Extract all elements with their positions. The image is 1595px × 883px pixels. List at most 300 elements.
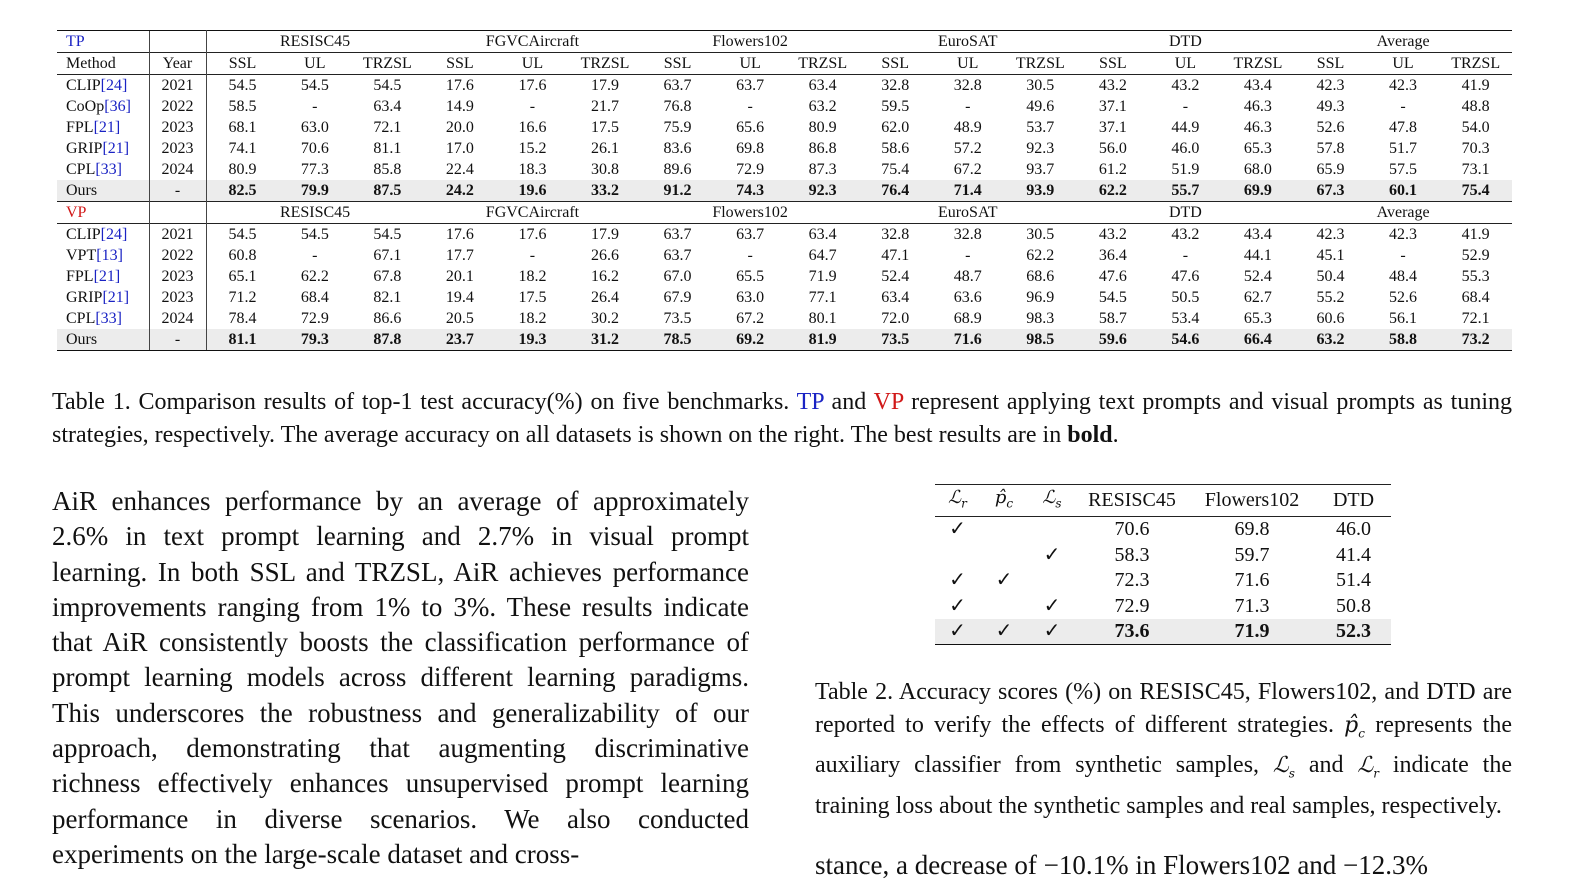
value-cell: 71.3 [1234, 594, 1270, 617]
value-cell: 17.6 [496, 224, 569, 246]
value-cell: 16.6 [518, 118, 547, 136]
dataset-header: DTD [1077, 31, 1295, 53]
citation-link[interactable]: [21] [102, 139, 130, 157]
value-cell: 55.2 [1316, 288, 1345, 306]
value-cell: 93.7 [1026, 160, 1055, 178]
value-cell: 53.4 [1171, 309, 1200, 327]
value-cell: 26.4 [591, 288, 619, 306]
ablation-header-row [935, 485, 1391, 517]
value-cell: - [965, 97, 971, 115]
table-row [57, 138, 1512, 159]
value-cell: 71.6 [1234, 569, 1270, 592]
dataset-header: Flowers102 [641, 202, 859, 224]
table-row [57, 308, 1512, 329]
value-cell: 58.6 [881, 139, 910, 157]
value-cell: 62.2 [1077, 180, 1150, 202]
citation-link[interactable]: [33] [95, 160, 122, 178]
value-cell: 54.5 [351, 224, 424, 246]
value-cell: 81.1 [373, 139, 402, 157]
value-cell: 79.9 [279, 180, 352, 202]
checkmark-cell [980, 516, 1028, 542]
value-cell: 42.3 [1367, 224, 1440, 246]
value-cell: 63.7 [663, 246, 692, 264]
value-cell: 73.6 [1076, 619, 1188, 645]
value-cell: 54.5 [206, 224, 279, 246]
value-cell: 81.1 [206, 329, 279, 351]
value-cell: 46.0 [1316, 516, 1391, 542]
value-cell: 87.8 [351, 329, 424, 351]
table-row [57, 287, 1512, 308]
value-cell: 70.6 [300, 139, 329, 157]
value-cell: 54.6 [1149, 329, 1222, 351]
value-cell: 93.9 [1004, 180, 1077, 202]
method-name: FPL[21] [66, 118, 121, 136]
checkmark-cell [935, 542, 980, 568]
value-cell: 72.1 [373, 118, 402, 136]
value-cell: 43.2 [1077, 224, 1150, 246]
value-cell: 66.4 [1222, 329, 1295, 351]
value-cell: 52.6 [1389, 288, 1418, 306]
value-cell: 62.0 [881, 118, 910, 136]
value-cell: 48.8 [1461, 97, 1490, 115]
value-cell: 15.2 [518, 139, 547, 157]
value-cell: 24.2 [424, 180, 497, 202]
value-cell: 44.1 [1243, 246, 1272, 264]
value-cell: 63.0 [300, 118, 329, 136]
value-cell: 42.3 [1294, 75, 1367, 97]
method-name: CoOp[36] [66, 97, 131, 115]
value-cell: 61.2 [1098, 160, 1127, 178]
value-cell: 72.9 [736, 160, 765, 178]
value-cell: 65.9 [1316, 160, 1345, 178]
value-cell: 36.4 [1098, 246, 1127, 264]
method-name: CLIP[24] [57, 224, 149, 246]
table-row [57, 96, 1512, 117]
value-cell: 62.2 [300, 267, 329, 285]
aux-classifier-header: $p̂_c$ [980, 485, 1028, 517]
value-cell: 14.9 [445, 97, 474, 115]
subcolumn-header: UL [496, 53, 569, 75]
value-cell: 68.4 [300, 288, 329, 306]
dataset-header: DTD [1077, 202, 1295, 224]
citation-link[interactable]: [36] [104, 97, 131, 115]
loss-synthetic-header: ℒ$_s$ [1028, 485, 1076, 517]
value-cell: 67.3 [1294, 180, 1367, 202]
year-spacer [149, 202, 206, 224]
value-cell: 46.3 [1243, 97, 1272, 115]
value-cell: 82.5 [206, 180, 279, 202]
value-cell: 59.5 [881, 97, 910, 115]
value-cell: 98.3 [1026, 309, 1055, 327]
value-cell: 67.1 [373, 246, 402, 264]
value-cell: 75.9 [663, 118, 692, 136]
value-cell: 32.8 [859, 75, 932, 97]
citation-link[interactable]: [24] [100, 225, 128, 243]
value-cell: 32.8 [859, 224, 932, 246]
value-cell: 17.5 [518, 288, 547, 306]
value-cell: 18.2 [518, 309, 547, 327]
year-cell: - [149, 329, 206, 351]
value-cell: 54.5 [351, 75, 424, 97]
value-cell: 65.6 [736, 118, 765, 136]
col-header: DTD [1316, 485, 1391, 517]
value-cell: 45.1 [1316, 246, 1345, 264]
value-cell: 51.4 [1336, 569, 1371, 592]
subcolumn-header: UL [279, 53, 352, 75]
table-row [935, 542, 1391, 568]
value-cell: 70.3 [1461, 139, 1490, 157]
checkmark-cell [980, 542, 1028, 568]
checkmark-cell: ✓ [949, 569, 966, 592]
value-cell: 43.2 [1077, 75, 1150, 97]
checkmark-cell [980, 593, 1028, 619]
value-cell: - [529, 246, 536, 264]
value-cell: 41.9 [1439, 224, 1512, 246]
value-cell: 20.0 [445, 118, 474, 136]
value-cell: 77.1 [808, 288, 837, 306]
value-cell: 78.4 [228, 309, 257, 327]
value-cell: 51.7 [1389, 139, 1418, 157]
value-cell: 73.1 [1461, 160, 1490, 178]
value-cell: 46.0 [1171, 139, 1200, 157]
value-cell: - [312, 97, 318, 115]
value-cell: 16.2 [591, 267, 619, 285]
value-cell: 22.4 [445, 160, 474, 178]
value-cell: 48.9 [953, 118, 982, 136]
table-row [935, 593, 1391, 619]
value-cell: 18.2 [518, 267, 547, 285]
value-cell: 63.6 [953, 288, 982, 306]
value-cell: 69.9 [1222, 180, 1295, 202]
subcolumn-header: SSL [424, 53, 497, 75]
value-cell: 50.5 [1171, 288, 1200, 306]
value-cell: 47.8 [1389, 118, 1418, 136]
value-cell: 85.8 [373, 160, 402, 178]
value-cell: 30.8 [591, 160, 619, 178]
value-cell: 63.4 [786, 224, 859, 246]
value-cell: 31.2 [569, 329, 642, 351]
subcolumn-header: TRZSL [351, 53, 424, 75]
method-name: CPL[33] [66, 160, 122, 178]
value-cell: - [1400, 246, 1406, 264]
subcolumn-header: SSL [206, 53, 279, 75]
value-cell: 87.5 [351, 180, 424, 202]
value-cell: 80.9 [228, 160, 257, 178]
table-row [57, 245, 1512, 266]
value-cell: 52.4 [1243, 267, 1272, 285]
value-cell: 63.4 [786, 75, 859, 97]
value-cell: 63.2 [1294, 329, 1367, 351]
year-cell: 2022 [149, 96, 206, 117]
value-cell: 59.6 [1077, 329, 1150, 351]
table-row [57, 159, 1512, 180]
value-cell: 54.5 [206, 75, 279, 97]
value-cell: 73.2 [1439, 329, 1512, 351]
value-cell: 17.6 [424, 75, 497, 97]
value-cell: - [1400, 97, 1406, 115]
value-cell: 47.6 [1171, 267, 1200, 285]
value-cell: 63.7 [641, 224, 714, 246]
year-cell: - [149, 180, 206, 202]
value-cell: 54.5 [279, 224, 352, 246]
value-cell: 67.9 [663, 288, 692, 306]
value-cell: 77.3 [300, 160, 329, 178]
value-cell: 86.6 [373, 309, 402, 327]
method-name: Ours [57, 180, 149, 202]
loss-real-header: ℒ$_r$ [935, 485, 980, 517]
value-cell: 19.3 [496, 329, 569, 351]
value-cell: 20.5 [445, 309, 474, 327]
value-cell: 42.3 [1367, 75, 1440, 97]
ours-row [57, 329, 1512, 351]
citation-link[interactable]: [33] [95, 309, 122, 327]
value-cell: 26.1 [591, 139, 619, 157]
value-cell: 67.2 [736, 309, 765, 327]
value-cell: 65.3 [1243, 139, 1272, 157]
dataset-header: Average [1294, 202, 1512, 224]
subcolumn-header: TRZSL [569, 53, 642, 75]
value-cell: 46.3 [1243, 118, 1272, 136]
checkmark-cell: ✓ [1028, 619, 1076, 645]
value-cell: - [529, 97, 536, 115]
value-cell: 76.4 [859, 180, 932, 202]
value-cell: 21.7 [591, 97, 619, 115]
value-cell: 47.1 [881, 246, 910, 264]
value-cell: 58.8 [1367, 329, 1440, 351]
value-cell: 68.9 [953, 309, 982, 327]
value-cell: 89.6 [663, 160, 692, 178]
value-cell: 54.0 [1461, 118, 1490, 136]
value-cell: 76.8 [663, 97, 692, 115]
value-cell: 73.5 [663, 309, 692, 327]
citation-link[interactable]: [21] [93, 267, 121, 285]
value-cell: 65.5 [736, 267, 765, 285]
vp-label: VP [873, 389, 904, 415]
value-cell: 69.2 [714, 329, 787, 351]
year-cell: 2023 [149, 287, 206, 308]
method-name: FPL[21] [66, 267, 121, 285]
value-cell: 75.4 [881, 160, 910, 178]
value-cell: 71.9 [808, 267, 837, 285]
subcolumn-header: UL [714, 53, 787, 75]
value-cell: 72.3 [1114, 569, 1150, 592]
value-cell: 72.9 [300, 309, 329, 327]
value-cell: 30.5 [1004, 75, 1077, 97]
checkmark-cell: ✓ [980, 619, 1028, 645]
year-cell: 2024 [149, 308, 206, 329]
method-name: GRIP[21] [66, 288, 130, 306]
value-cell: 62.2 [1026, 246, 1055, 264]
checkmark-cell: ✓ [935, 516, 980, 542]
value-cell: - [965, 246, 971, 264]
citation-link[interactable]: [13] [96, 246, 123, 264]
subcolumn-header: UL [1367, 53, 1440, 75]
value-cell: 48.7 [953, 267, 982, 285]
value-cell: 37.1 [1098, 97, 1127, 115]
col-header: Flowers102 [1188, 485, 1316, 517]
value-cell: 67.2 [953, 160, 982, 178]
subcolumn-header: TRZSL [786, 53, 859, 75]
value-cell: 53.7 [1026, 118, 1055, 136]
checkmark-cell [1028, 568, 1076, 594]
dataset-header: EuroSAT [859, 31, 1077, 53]
method-header: Method [57, 53, 149, 75]
citation-link[interactable]: [21] [93, 118, 121, 136]
ours-row [57, 180, 1512, 202]
value-cell: 63.7 [641, 75, 714, 97]
checkmark-cell: ✓ [935, 619, 980, 645]
value-cell: 56.1 [1389, 309, 1418, 327]
value-cell: 19.6 [496, 180, 569, 202]
value-cell: 23.7 [424, 329, 497, 351]
year-cell: 2021 [149, 75, 206, 97]
value-cell: 55.7 [1149, 180, 1222, 202]
value-cell: 72.9 [1114, 594, 1150, 617]
value-cell: - [1182, 246, 1189, 264]
value-cell: 41.4 [1336, 543, 1371, 566]
value-cell: 32.8 [931, 224, 1004, 246]
value-cell: - [312, 246, 318, 264]
table-row [57, 117, 1512, 138]
subcolumn-header: SSL [641, 53, 714, 75]
value-cell: 68.4 [1461, 288, 1490, 306]
value-cell: - [1182, 97, 1189, 115]
full-model-row [935, 619, 1391, 645]
value-cell: 87.3 [808, 160, 837, 178]
year-cell: 2021 [149, 224, 206, 246]
value-cell: 98.5 [1004, 329, 1077, 351]
year-header: Year [149, 53, 206, 75]
subcolumn-header: SSL [859, 53, 932, 75]
value-cell: 73.5 [859, 329, 932, 351]
value-cell: 42.3 [1294, 224, 1367, 246]
method-name: VPT[13] [66, 246, 123, 264]
value-cell: 17.0 [445, 139, 474, 157]
subcolumn-header: TRZSL [1004, 53, 1077, 75]
value-cell: 60.8 [228, 246, 257, 264]
value-cell: 91.2 [641, 180, 714, 202]
value-cell: 47.6 [1098, 267, 1127, 285]
value-cell: 58.3 [1114, 543, 1150, 566]
col-header: RESISC45 [1076, 485, 1188, 517]
value-cell: 65.1 [228, 267, 257, 285]
value-cell: - [747, 97, 753, 115]
value-cell: 30.5 [1004, 224, 1077, 246]
value-cell: 67.8 [373, 267, 402, 285]
value-cell: 44.9 [1171, 118, 1200, 136]
value-cell: 48.4 [1389, 267, 1418, 285]
value-cell: 71.6 [931, 329, 1004, 351]
dataset-header-row [57, 31, 1512, 53]
value-cell: 80.1 [808, 309, 837, 327]
value-cell: 54.5 [1098, 288, 1127, 306]
value-cell: 52.6 [1316, 118, 1345, 136]
subcolumn-header: SSL [1077, 53, 1150, 75]
value-cell: 63.0 [736, 288, 765, 306]
prompt-type-label: TP [57, 31, 149, 53]
citation-link[interactable]: [24] [100, 76, 128, 94]
value-cell: 58.7 [1098, 309, 1127, 327]
value-cell: 52.4 [881, 267, 910, 285]
checkmark-cell: ✓ [995, 569, 1013, 592]
value-cell: 72.1 [1461, 309, 1490, 327]
value-cell: 60.1 [1367, 180, 1440, 202]
value-cell: 86.8 [808, 139, 837, 157]
checkmark-cell: ✓ [1043, 594, 1061, 617]
tp-label: TP [796, 389, 824, 415]
dataset-header: Flowers102 [641, 31, 859, 53]
checkmark-cell: ✓ [1043, 543, 1061, 566]
value-cell: 49.3 [1316, 97, 1345, 115]
value-cell: 79.3 [279, 329, 352, 351]
dataset-header: Average [1294, 31, 1512, 53]
value-cell: 71.9 [1188, 619, 1316, 645]
dataset-header: FGVCAircraft [424, 31, 642, 53]
value-cell: 68.6 [1026, 267, 1055, 285]
citation-link[interactable]: [21] [102, 288, 130, 306]
subcolumn-header: UL [1149, 53, 1222, 75]
method-name: Ours [57, 329, 149, 351]
body-paragraph-continued: stance, a decrease of −10.1% in Flowers102 and −12.3% [815, 850, 1429, 880]
value-cell: 63.4 [373, 97, 402, 115]
value-cell: 19.4 [445, 288, 474, 306]
value-cell: 71.2 [228, 288, 257, 306]
year-cell: 2023 [149, 138, 206, 159]
value-cell: 80.9 [808, 118, 837, 136]
value-cell: 62.7 [1243, 288, 1272, 306]
value-cell: 52.9 [1461, 246, 1490, 264]
value-cell: 71.4 [931, 180, 1004, 202]
value-cell: 72.0 [881, 309, 910, 327]
value-cell: 67.0 [663, 267, 692, 285]
dataset-header-row [57, 202, 1512, 224]
value-cell: 82.1 [373, 288, 402, 306]
value-cell: 17.6 [424, 224, 497, 246]
value-cell: 63.4 [881, 288, 910, 306]
value-cell: 55.3 [1461, 267, 1490, 285]
value-cell: 63.2 [808, 97, 837, 115]
value-cell: 81.9 [786, 329, 859, 351]
value-cell: 92.3 [786, 180, 859, 202]
value-cell: 60.6 [1316, 309, 1345, 327]
value-cell: 59.7 [1234, 543, 1270, 566]
value-cell: 68.0 [1243, 160, 1272, 178]
value-cell: 58.5 [228, 97, 257, 115]
value-cell: 43.4 [1222, 75, 1295, 97]
prompt-type-label: VP [57, 202, 149, 224]
subcolumn-header: UL [931, 53, 1004, 75]
value-cell: 64.7 [808, 246, 837, 264]
year-spacer [149, 31, 206, 53]
value-cell: 57.2 [953, 139, 982, 157]
value-cell: 20.1 [445, 267, 474, 285]
method-name: CLIP[24] [57, 75, 149, 97]
value-cell: 74.3 [714, 180, 787, 202]
dataset-header: RESISC45 [206, 31, 424, 53]
value-cell: 52.3 [1316, 619, 1391, 645]
value-cell: 68.1 [228, 118, 257, 136]
year-cell: 2024 [149, 159, 206, 180]
table-row [935, 568, 1391, 594]
value-cell: 57.8 [1316, 139, 1345, 157]
value-cell: 65.3 [1243, 309, 1272, 327]
value-cell: 51.9 [1171, 160, 1200, 178]
table-row [57, 266, 1512, 287]
dataset-header: EuroSAT [859, 202, 1077, 224]
table1-caption: Table 1. Comparison results of top-1 test accuracy(%) on five benchmarks. TP and VP represent applying text prompts and visual prompts as tuning strategies, respectively. The average accuracy on all datasets is shown on the right. The best results are in bold. [52, 389, 1512, 448]
value-cell: 43.4 [1222, 224, 1295, 246]
value-cell: 50.4 [1316, 267, 1345, 285]
